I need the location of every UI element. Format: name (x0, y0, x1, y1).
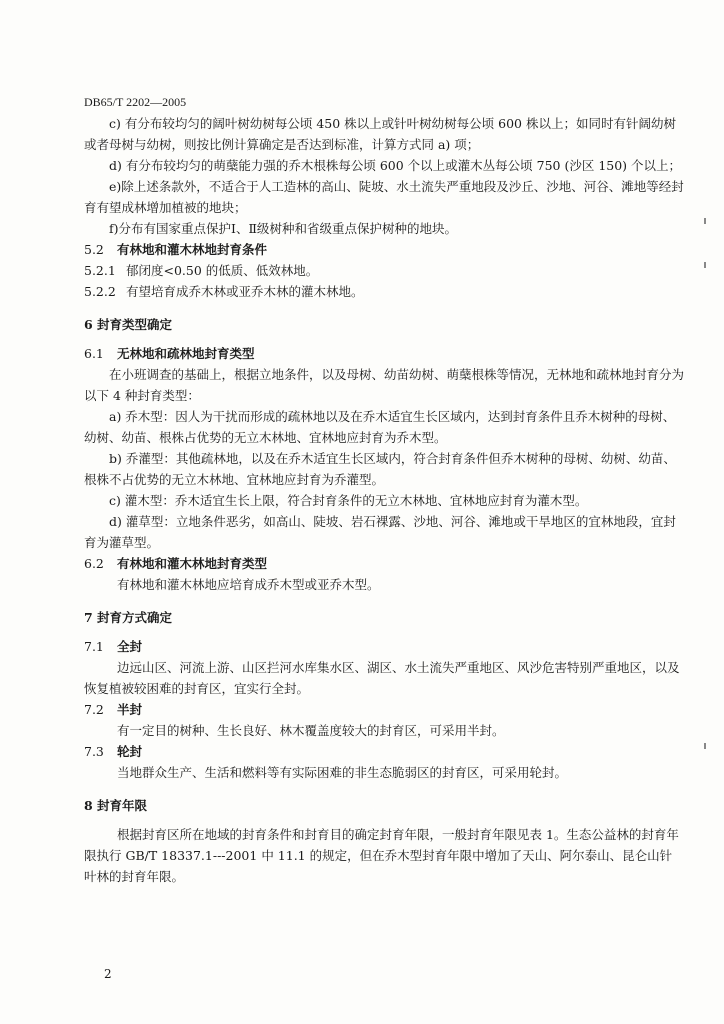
section-7-1-text: 边远山区、河流上游、山区拦河水库集水区、湖区、水土流失严重地区、风沙危害特别严重地区，以及恢复植被较困难的封育区，宜实行全封。 (84, 660, 680, 696)
section-title: 有林地和灌木林地封育条件 (117, 242, 268, 257)
paragraph-f: f)分布有国家重点保护Ⅰ、Ⅱ级树种和省级重点保护树种的地块。 (109, 221, 457, 236)
section-number: 7.1 (84, 639, 104, 654)
scan-edge-mark (704, 218, 706, 224)
paragraph-e: e)除上述条款外，不适合于人工造林的高山、陡坡、水土流失严重地段及沙丘、沙地、河谷、滩地等经封育有望成林增加植被的地块； (84, 179, 684, 215)
section-6-1-intro: 在小班调查的基础上，根据立地条件，以及母树、幼苗幼树、萌蘖根株等情况，无林地和疏林地封育分为以下 4 种封育类型： (84, 367, 685, 403)
section-title: 全封 (117, 639, 143, 654)
section-6-2-heading (84, 553, 684, 574)
section-number: 7.3 (84, 744, 104, 759)
section-title: 轮封 (117, 744, 143, 759)
section-7-2-heading (84, 699, 684, 720)
section-7-1-heading (84, 636, 684, 657)
clause-number: 5.2.2 (84, 284, 116, 299)
paragraph-d: d) 有分布较均匀的萌蘖能力强的乔木根株每公顷 600 个以上或灌木丛每公顷 750 (沙区 150) 个以上； (109, 158, 682, 173)
section-8-heading: 8 封育年限 (84, 798, 148, 813)
paragraph-c: c) 有分布较均匀的阔叶树幼树每公顷 450 株以上或针叶树幼树每公顷 600 株以上；如同时有针阔幼树或者母树与幼树，则按比例计算确定是否达到标准，计算方式同 a) 项； (84, 116, 676, 152)
section-title: 有林地和灌木林地封育类型 (117, 556, 268, 571)
section-number: 6.1 (84, 346, 104, 361)
section-number: 5.2 (84, 242, 104, 257)
section-number: 7.2 (84, 702, 104, 717)
section-7-2-text: 有一定目的树种、生长良好、林木覆盖度较大的封育区，可采用半封。 (117, 723, 505, 738)
type-c: c) 灌木型：乔木适宜生长上限，符合封育条件的无立木林地、宜林地应封育为灌木型。 (109, 493, 588, 508)
clause-text: 郁闭度<0.50 的低质、低效林地。 (126, 263, 319, 278)
type-d: d) 灌草型：立地条件恶劣，如高山、陡坡、岩石裸露、沙地、河谷、滩地或干旱地区的宜林地段，宜封育为灌草型。 (84, 514, 676, 550)
section-number: 6.2 (84, 556, 104, 571)
page-number: 2 (104, 967, 112, 981)
section-title: 无林地和疏林地封育类型 (117, 346, 255, 361)
section-7-3-heading (84, 741, 684, 762)
document-id: DB65/T 2202—2005 (84, 95, 187, 109)
clause-number: 5.2.1 (84, 263, 116, 278)
section-title: 半封 (117, 702, 143, 717)
section-6-2-text: 有林地和灌木林地应培育成乔木型或亚乔木型。 (117, 577, 380, 592)
clause-text: 有望培育成乔木林或亚乔木林的灌木林地。 (126, 284, 364, 299)
section-7-heading: 7 封育方式确定 (84, 610, 173, 625)
section-8-text: 根据封育区所在地域的封育条件和封育目的确定封育年限，一般封育年限见表 1。生态公益林的封育年限执行 GB/T 18337.1---2001 中 11.1 的规定，但在乔木型封育年限中增加了天山、阿尔泰山、昆仑山针叶林的封育年限。 (84, 827, 679, 884)
clause-5-2-1 (84, 260, 684, 281)
scan-edge-mark (704, 262, 706, 268)
section-5-2-heading (84, 239, 684, 260)
clause-5-2-2 (84, 281, 684, 302)
section-6-1-heading (84, 343, 684, 364)
document-body (84, 113, 684, 887)
scan-edge-mark (704, 743, 706, 749)
type-b: b) 乔灌型：其他疏林地，以及在乔木适宜生长区域内，符合封育条件但乔木树种的母树、幼树、幼苗、根株不占优势的无立木林地、宜林地应封育为乔灌型。 (84, 451, 676, 487)
section-7-3-text: 当地群众生产、生活和燃料等有实际困难的非生态脆弱区的封育区，可采用轮封。 (117, 765, 568, 780)
type-a: a) 乔木型：因人为干扰而形成的疏林地以及在乔木适宜生长区域内，达到封育条件且乔木树种的母树、幼树、幼苗、根株占优势的无立木林地、宜林地应封育为乔木型。 (84, 409, 676, 445)
section-6-heading: 6 封育类型确定 (84, 317, 173, 332)
